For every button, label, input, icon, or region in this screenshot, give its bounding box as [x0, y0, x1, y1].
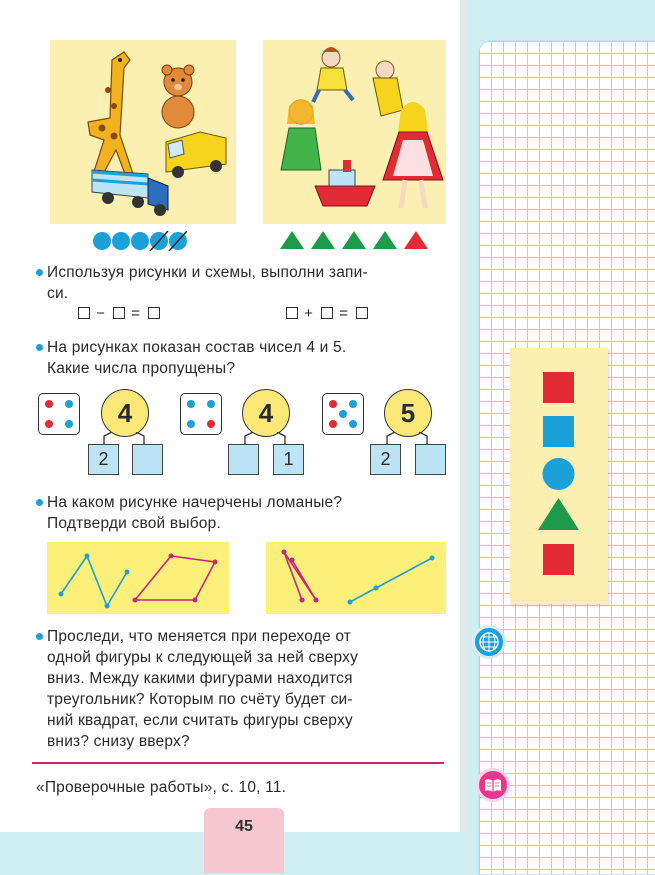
- shape-red-square: [543, 372, 574, 403]
- giraffe-illustration: [88, 52, 135, 182]
- task-2-line-2: Какие числа пропущены?: [47, 360, 236, 377]
- equals-sign: =: [339, 305, 351, 322]
- task-1-line-1: Используя рисунки и схемы, выполни запи-: [47, 264, 368, 281]
- scheme-triangle-green: [373, 231, 397, 249]
- van-illustration: [166, 132, 226, 178]
- composition-part-box[interactable]: [132, 444, 163, 475]
- shape-green-triangle: [538, 498, 579, 530]
- triangles-scheme: [280, 230, 430, 250]
- page-number: 45: [204, 808, 284, 873]
- minus-sign: −: [96, 305, 107, 322]
- task-4-line-4: треугольник? Которым по счёту будет си-: [47, 691, 353, 708]
- reference-text: «Проверочные работы», с. 10, 11.: [36, 779, 287, 796]
- shape-red-square: [543, 544, 574, 575]
- die-four-dots: [180, 393, 222, 435]
- picture-toys: [50, 40, 236, 224]
- equals-sign: =: [131, 305, 143, 322]
- scheme-triangle-red: [404, 231, 428, 249]
- scheme-circle: [131, 232, 149, 250]
- book-icon[interactable]: [476, 768, 510, 802]
- composition-part-box[interactable]: 1: [273, 444, 304, 475]
- answer-box[interactable]: [286, 307, 298, 319]
- task-1-line-2: си.: [47, 285, 69, 302]
- doll-green-illustration: [281, 99, 321, 170]
- die-four-dots: [38, 393, 80, 435]
- toys-illustration: [50, 40, 236, 224]
- composition-part-box[interactable]: [415, 444, 446, 475]
- task-4-line-3: вниз. Между какими фигурами находится: [47, 670, 353, 687]
- picture-polylines-left: [47, 542, 229, 614]
- answer-box[interactable]: [356, 307, 368, 319]
- boat-illustration: [315, 160, 375, 206]
- doll-small-illustration: [313, 47, 353, 102]
- dolls-illustration: [263, 40, 446, 224]
- scheme-circle: [112, 232, 130, 250]
- task-2-line-1: На рисунках показан состав чисел 4 и 5.: [47, 339, 347, 356]
- answer-box[interactable]: [78, 307, 90, 319]
- task-4-text: [47, 626, 447, 752]
- scheme-triangle-green: [342, 231, 366, 249]
- task-4-line-6: вниз? снизу вверх?: [47, 733, 190, 750]
- answer-box[interactable]: [113, 307, 125, 319]
- shapes-strip: [510, 348, 608, 604]
- scheme-circle: [93, 232, 111, 250]
- page-edge-shadow: [460, 0, 472, 832]
- task-4-line-2: одной фигуры к следующей за ней сверху: [47, 649, 359, 666]
- globe-grid-icon[interactable]: [472, 625, 506, 659]
- equation-subtraction: [78, 305, 160, 322]
- doll-dress-illustration: [383, 102, 443, 208]
- number-circle: 4: [101, 389, 149, 437]
- task-4-line-5: ний квадрат, если считать фигуры сверху: [47, 712, 353, 729]
- truck-illustration: [92, 170, 168, 216]
- composition-part-box[interactable]: [228, 444, 259, 475]
- die-five-dots: [322, 393, 364, 435]
- shape-blue-circle: [543, 458, 575, 490]
- section-divider: [32, 762, 444, 764]
- number-circle: 5: [384, 389, 432, 437]
- plus-sign: +: [304, 305, 315, 322]
- picture-polylines-right: [266, 542, 446, 614]
- composition-part-box[interactable]: 2: [370, 444, 401, 475]
- task-3-line-1: На каком рисунке начерчены ломаные?: [47, 494, 343, 511]
- matryoshka-illustration: [373, 61, 403, 116]
- task-4-line-1: Проследи, что меняется при переходе от: [47, 628, 352, 645]
- picture-dolls: [263, 40, 446, 224]
- equation-addition: [286, 305, 368, 322]
- number-circle: 4: [242, 389, 290, 437]
- answer-box[interactable]: [321, 307, 333, 319]
- task-1-text: [47, 262, 447, 304]
- circles-scheme: [92, 231, 187, 251]
- answer-box[interactable]: [148, 307, 160, 319]
- teddy-bear-illustration: [162, 65, 194, 128]
- task-3-line-2: Подтверди свой выбор.: [47, 515, 221, 532]
- task-2-text: [47, 337, 447, 379]
- scheme-triangle-green: [311, 231, 335, 249]
- shape-blue-square: [543, 416, 574, 447]
- task-3-text: [47, 492, 447, 534]
- composition-part-box[interactable]: 2: [88, 444, 119, 475]
- scheme-triangle-green: [280, 231, 304, 249]
